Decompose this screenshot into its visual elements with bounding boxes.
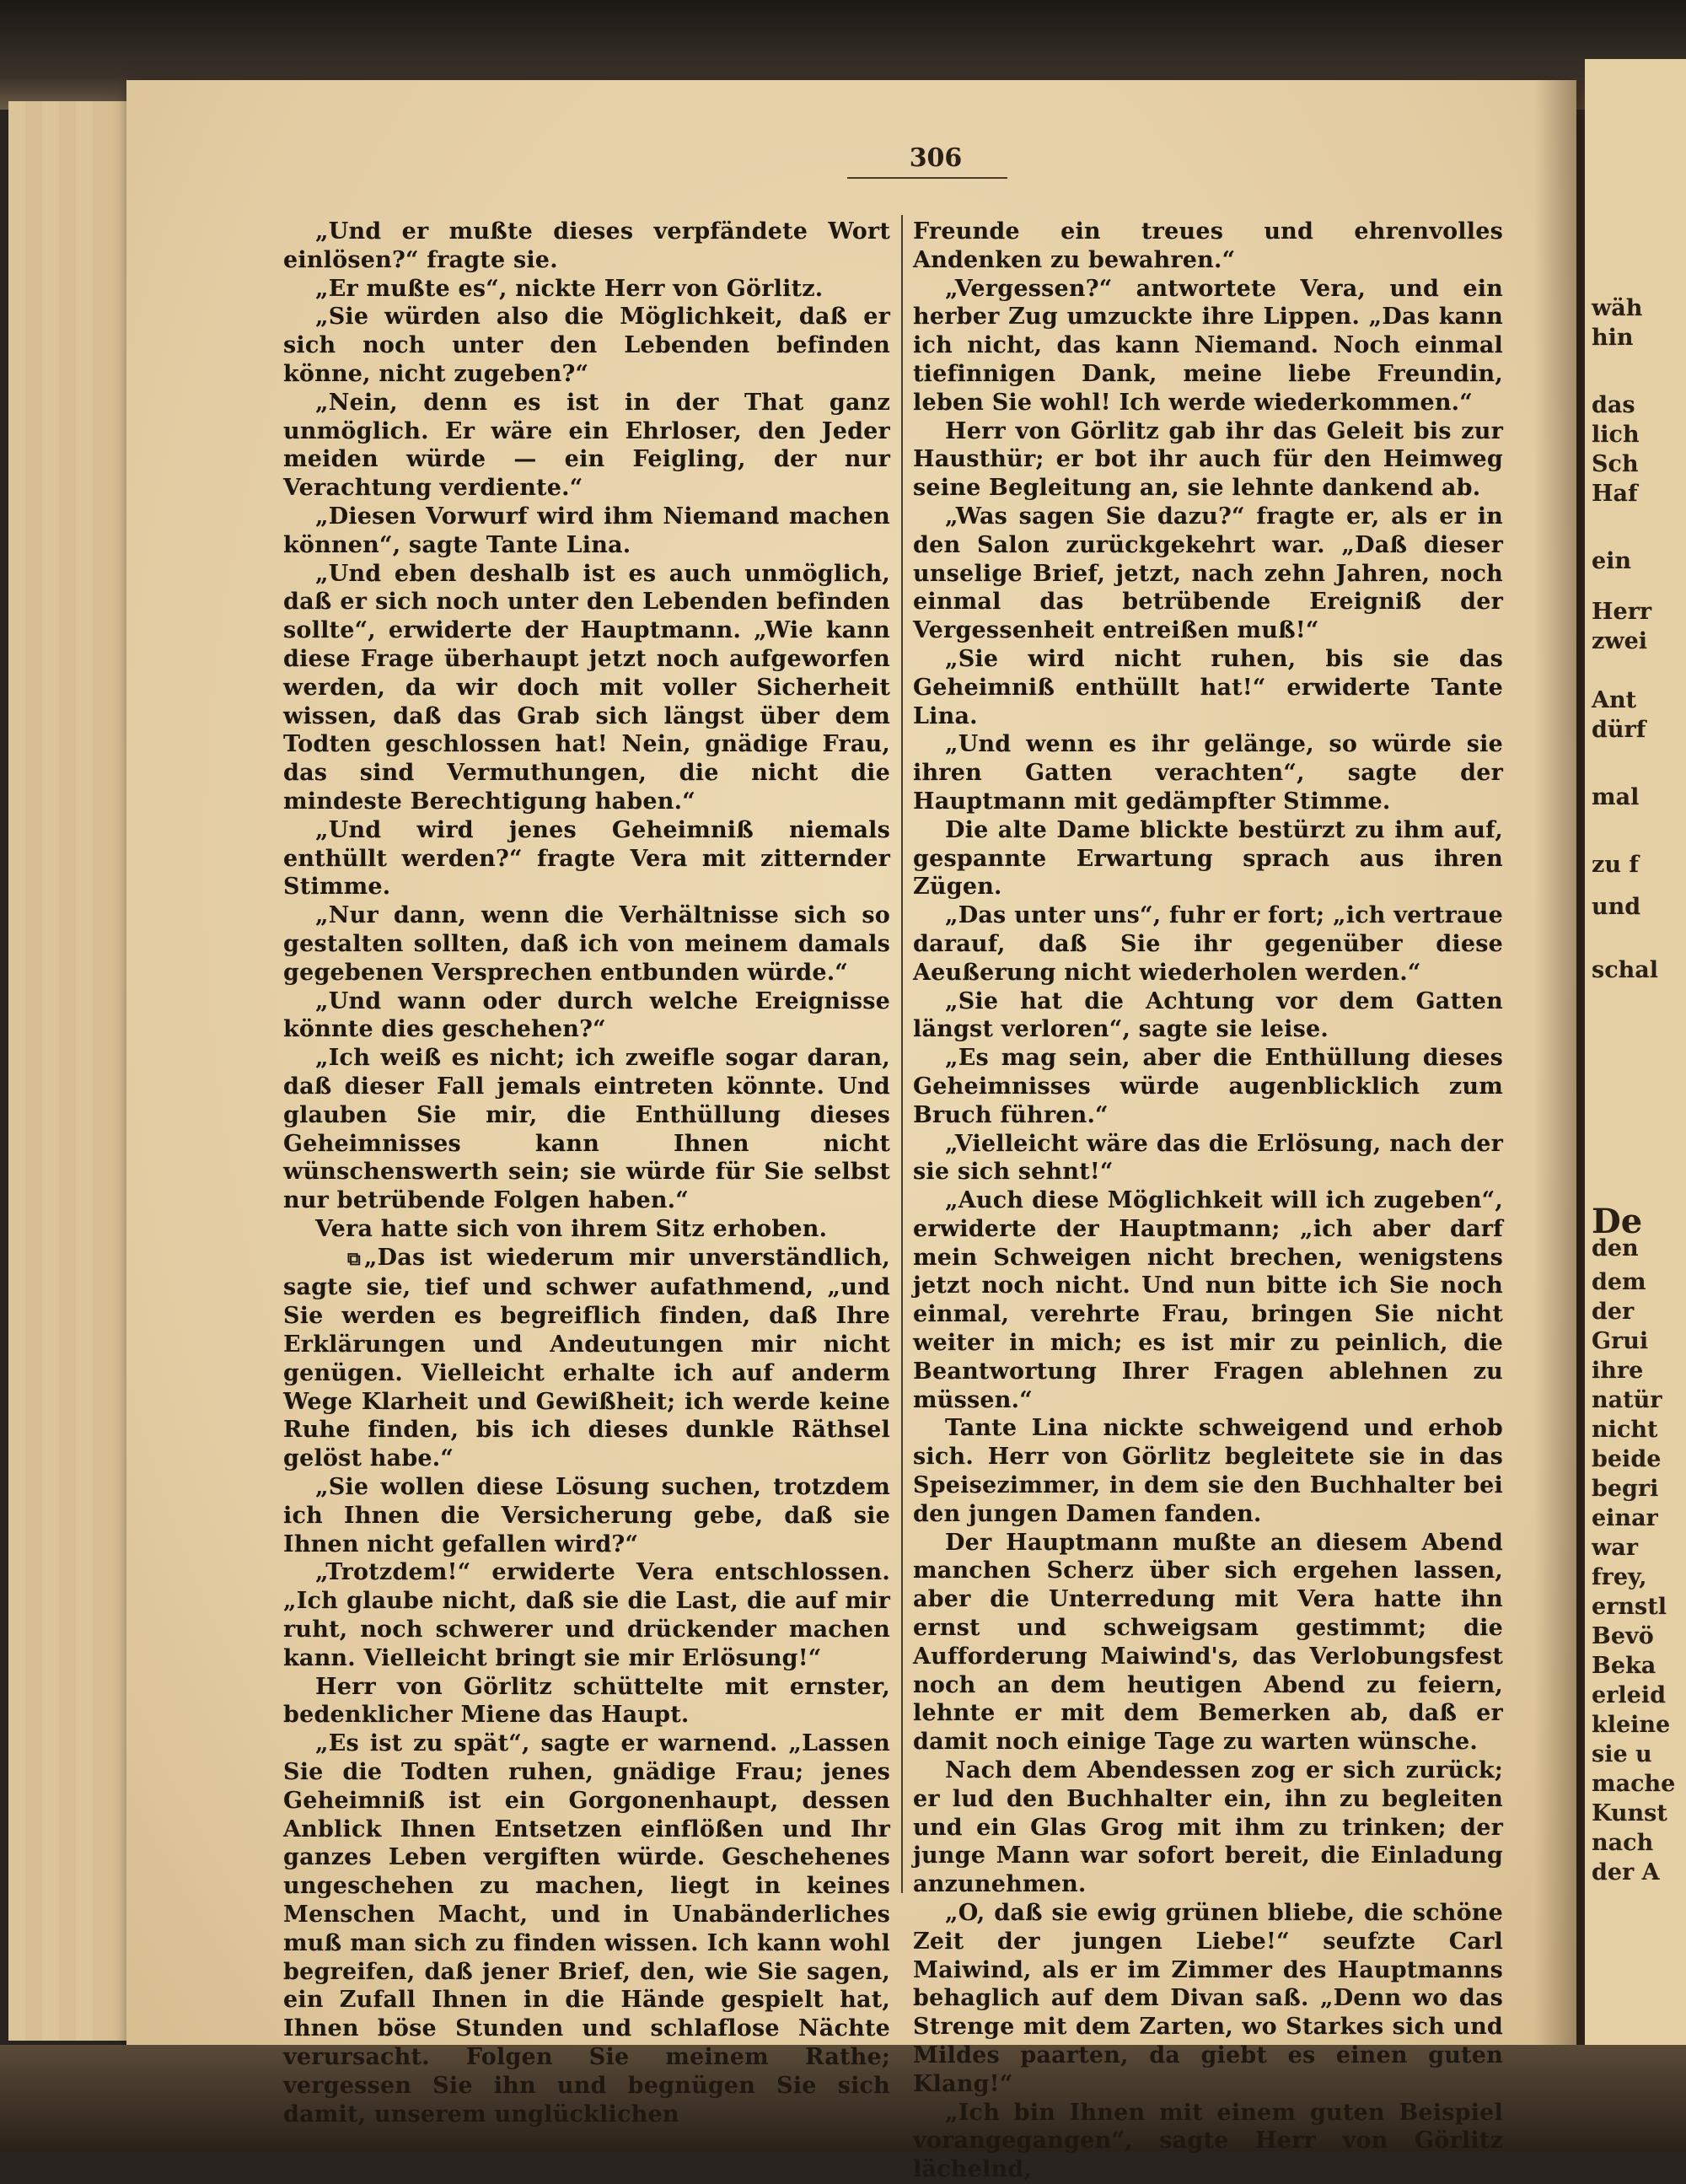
right-text-column — [913, 218, 1503, 2184]
paragraph-text: Die alte Dame blickte bestürzt zu ihm auf, gespannte Erwartung sprach aus ihren Zügen. — [913, 816, 1503, 901]
paragraph — [913, 1756, 1503, 1899]
paragraph-text: „Vergessen?“ antwortete Vera, und ein herber Zug umzuckte ihre Lippen. „Das kann ich nicht, das kann Niemand. Noch einmal tiefinnigen Dank, meine liebe Freundin, leben Sie wohl! Ich werde wiederkommen.“ — [913, 275, 1503, 416]
library-stamp-icon: ⧉ — [347, 1247, 361, 1270]
next-page-text-fragment: beide — [1592, 1446, 1662, 1472]
paragraph-text: „Und wann oder durch welche Ereignisse könnte dies geschehen?“ — [283, 987, 890, 1043]
page-number: 306 — [909, 143, 963, 173]
paragraph — [913, 1529, 1503, 1756]
next-page-text-fragment: ernstl — [1592, 1594, 1667, 1620]
next-page-text-fragment: und — [1592, 894, 1641, 920]
paragraph — [913, 1186, 1503, 1414]
paragraph-text: „Und wird jenes Geheimniß niemals enthüllt werden?“ fragte Vera mit zitternder Stimme. — [283, 816, 890, 901]
next-page-text-fragment: zwei — [1592, 628, 1648, 654]
paragraph — [283, 503, 890, 560]
left-text-column — [283, 218, 890, 2128]
next-page-text-fragment: erleid — [1592, 1682, 1666, 1708]
paragraph-text: Freunde ein treues und ehrenvolles Andenken zu bewahren.“ — [913, 218, 1503, 273]
paragraph-text: Herr von Görlitz gab ihr das Geleit bis zur Hausthür; er bot ihr auch für den Heimweg seine Begleitung an, sie lehnte dankend ab. — [913, 417, 1503, 502]
next-page-text-fragment: Kunst — [1592, 1800, 1667, 1826]
paragraph-text: Vera hatte sich von ihrem Sitz erhoben. — [315, 1215, 828, 1242]
next-page-text-fragment: Grui — [1592, 1328, 1649, 1354]
next-page-text-fragment: der — [1592, 1299, 1635, 1325]
paragraph — [283, 218, 890, 275]
next-page-text-fragment: De — [1592, 1202, 1643, 1241]
paragraph-text: „Was sagen Sie dazu?“ fragte er, als er in den Salon zurückgekehrt war. „Daß dieser unselige Brief, jetzt, nach zehn Jahren, noch einmal das betrübende Ereigniß der Vergessenheit entreißen muß!“ — [913, 503, 1503, 644]
page-number-rule — [847, 177, 1007, 179]
paragraph-text: „Sie wollen diese Lösung suchen, trotzdem ich Ihnen die Versicherung gebe, daß sie Ihnen nicht gefallen wird?“ — [283, 1474, 890, 1557]
paragraph — [913, 218, 1503, 275]
next-page-text-fragment: Ant — [1592, 687, 1637, 713]
next-page-text-fragment: schal — [1592, 957, 1659, 983]
paragraph — [913, 816, 1503, 901]
paragraph-text: „Es ist zu spät“, sagte er warnend. „Lassen Sie die Todten ruhen, gnädige Frau; jenes Geheimniß ist ein Gorgonenhaupt, dessen Anblick Ihnen Entsetzen einflößen und Ihr ganzes Leben vergiften würde. Geschehenes ungeschehen zu machen, liegt in keines Menschen Macht, und in Unabänderliches muß man sich zu finden wissen. Ich kann wohl begreifen, daß jener Brief, den, wie Sie sagen, ein Zufall Ihnen in die Hände gespielt hat, Ihnen böse Stunden und schlaflose Nächte verursacht. Folgen Sie meinem Rathe; vergessen Sie ihn und begnügen Sie sich damit, unserem unglücklichen — [283, 1730, 890, 2128]
gutter-shadow — [1534, 80, 1585, 2045]
next-page-text-fragment: war — [1592, 1535, 1638, 1561]
paragraph-text: Herr von Görlitz schüttelte mit ernster, bedenklicher Miene das Haupt. — [283, 1673, 890, 1729]
paragraph — [913, 1414, 1503, 1528]
paragraph-text: „Ich weiß es nicht; ich zweifle sogar daran, daß dieser Fall jemals eintreten könnte. Und glauben Sie mir, die Enthüllung dieses Geheimnisses kann Ihnen nicht wünschenswerth sein; sie würde für Sie selbst nur betrübende Folgen haben.“ — [283, 1045, 890, 1214]
next-page-text-fragment: zu f — [1592, 852, 1639, 878]
paragraph-text: „Er mußte es“, nickte Herr von Görlitz. — [315, 275, 824, 302]
paragraph-text: „Sie wird nicht ruhen, bis sie das Geheimniß enthüllt hat!“ erwiderte Tante Lina. — [913, 645, 1503, 729]
next-page-text-fragment: den — [1592, 1235, 1639, 1261]
next-page-text-fragment: dürf — [1592, 717, 1646, 743]
next-page-text-fragment: begri — [1592, 1476, 1659, 1502]
paragraph — [913, 275, 1503, 417]
next-page-text-fragment: mache — [1592, 1771, 1676, 1797]
paragraph — [283, 816, 890, 901]
paragraph — [913, 901, 1503, 987]
paragraph — [283, 1673, 890, 1730]
paragraph — [283, 1473, 890, 1558]
paragraph — [283, 901, 890, 987]
paragraph — [913, 987, 1503, 1045]
paragraph — [913, 730, 1503, 815]
paragraph-text: „Sie hat die Achtung vor dem Gatten längst verloren“, sagte sie leise. — [913, 987, 1503, 1043]
next-page-text-fragment: hin — [1592, 325, 1634, 351]
paragraph-text: Nach dem Abendessen zog er sich zurück; er lud den Buchhalter ein, ihn zu begleiten und ein Glas Grog mit ihm zu trinken; der junge Mann war sofort bereit, die Einladung anzunehmen. — [913, 1757, 1503, 1898]
paragraph — [283, 1215, 890, 1244]
paragraph-text: „Das unter uns“, fuhr er fort; „ich vertraue darauf, daß Sie ihr gegenüber diese Aeußerung nicht wiederholen werden.“ — [913, 902, 1503, 986]
paragraph-text: „O, daß sie ewig grünen bliebe, die schöne Zeit der jungen Liebe!“ seufzte Carl Maiwind, als er im Zimmer des Hauptmanns behaglich auf dem Divan saß. „Denn wo das Strenge mit dem Zarten, wo Starkes sich und Mildes paarten, da giebt es einen guten Klang!“ — [913, 1900, 1503, 2097]
next-page-text-fragment: einar — [1592, 1505, 1658, 1531]
next-page-text-fragment: Herr — [1592, 599, 1652, 625]
next-page-text-fragment: Sch — [1592, 451, 1639, 477]
next-page-text-fragment: nach — [1592, 1830, 1654, 1856]
paragraph — [283, 303, 890, 388]
paragraph-text: „Nein, denn es ist in der That ganz unmöglich. Er wäre ein Ehrloser, den Jeder meiden würde — ein Feigling, der nur Verachtung verdiente.“ — [283, 389, 890, 502]
paragraph-text: „Es mag sein, aber die Enthüllung dieses Geheimnisses würde augenblicklich zum Bruch führen.“ — [913, 1045, 1503, 1128]
paragraph — [283, 987, 890, 1045]
paragraph — [283, 1729, 890, 2128]
next-page-text-fragment: lich — [1592, 422, 1640, 448]
next-page-text-fragment: nicht — [1592, 1417, 1658, 1443]
paragraph — [913, 1044, 1503, 1129]
column-divider — [901, 215, 903, 1893]
paragraph-text: Der Hauptmann mußte an diesem Abend manchen Scherz über sich ergehen lassen, aber die Unterredung mit Vera hatte ihn ernst und schweigsam gestimmt; die Aufforderung Maiwind's, das Verlobungsfest noch an dem heutigen Abend zu feiern, lehnte er mit dem Bemerken ab, daß er damit noch einige Tage zu warten wünsche. — [913, 1529, 1503, 1756]
next-page-text-fragment: wäh — [1592, 295, 1643, 321]
paragraph — [913, 2099, 1503, 2184]
paragraph — [283, 560, 890, 816]
next-page-text-fragment: Bevö — [1592, 1623, 1654, 1649]
paragraph-text: „Sie würden also die Möglichkeit, daß er sich noch unter den Lebenden befinden könne, nicht zugeben?“ — [283, 304, 890, 387]
paragraph — [913, 417, 1503, 503]
paragraph-text: „Das ist wiederum mir unverständlich, sagte sie, tief und schwer aufathmend, „und Sie werden es begreiflich finden, daß Ihre Erklärungen und Andeutungen mir nicht genügen. Vielleicht erhalte ich auf anderm Wege Klarheit und Gewißheit; ich werde keine Ruhe finden, bis ich dieses dunkle Räthsel gelöst habe.“ — [283, 1244, 890, 1472]
paragraph-text: „Ich bin Ihnen mit einem guten Beispiel vorangegangen“, sagte Herr von Görlitz lächelnd, — [913, 2099, 1503, 2183]
next-page-text-fragment: Beka — [1592, 1653, 1656, 1679]
paragraph — [913, 645, 1503, 730]
paragraph-text: „Trotzdem!“ erwiderte Vera entschlossen. „Ich glaube nicht, daß sie die Last, die auf mir ruht, noch schwerer und drückender machen kann. Vielleicht bringt sie mir Erlösung!“ — [283, 1559, 890, 1671]
paragraph-text: Tante Lina nickte schweigend und erhob sich. Herr von Görlitz begleitete sie in das Speisezimmer, in dem sie den Buchhalter bei den jungen Damen fanden. — [913, 1415, 1503, 1527]
paragraph — [283, 389, 890, 503]
next-page-text-fragment: natür — [1592, 1387, 1662, 1413]
next-page-text-fragment: mal — [1592, 784, 1640, 810]
paragraph-text: „Und er mußte dieses verpfändete Wort einlösen?“ fragte sie. — [283, 218, 890, 273]
paragraph-text: „Und eben deshalb ist es auch unmöglich, daß er sich noch unter den Lebenden befinden sollte“, erwiderte der Hauptmann. „Wie kann diese Frage überhaupt jetzt noch aufgeworfen werden, da wir doch mit voller Sicherheit wissen, daß das Grab sich längst über dem Todten geschlossen hat! Nein, gnädige Frau, das sind Vermuthungen, die nicht die mindeste Berechtigung haben.“ — [283, 560, 890, 815]
next-page-text-fragment: ein — [1592, 548, 1632, 574]
next-page-text-fragment: das — [1592, 392, 1635, 418]
next-page-text-fragment: der A — [1592, 1859, 1660, 1885]
paragraph — [913, 503, 1503, 645]
paragraph-text: „Vielleicht wäre das die Erlösung, nach der sie sich sehnt!“ — [913, 1130, 1503, 1186]
next-page-text-fragment: Haf — [1592, 481, 1638, 507]
paragraph — [283, 1244, 890, 1473]
next-page-text-fragment: kleine — [1592, 1712, 1671, 1738]
next-page-text-fragment: ihre — [1592, 1358, 1644, 1384]
paragraph-text: „Auch diese Möglichkeit will ich zugeben“, erwiderte der Hauptmann; „ich aber darf mein Schweigen nicht brechen, wenigstens jetzt noch nicht. Und nun bitte ich Sie noch einmal, verehrte Frau, bringen Sie nicht weiter in mich; es ist mir zu peinlich, die Beantwortung Ihrer Fragen ablehnen zu müssen.“ — [913, 1187, 1503, 1413]
next-page-text-fragment: frey, — [1592, 1564, 1647, 1590]
paragraph — [913, 1130, 1503, 1187]
paragraph-text: „Und wenn es ihr gelänge, so würde sie ihren Gatten verachten“, sagte der Hauptmann mit gedämpfter Stimme. — [913, 731, 1503, 815]
paragraph — [283, 1044, 890, 1215]
next-page-text-fragment: dem — [1592, 1269, 1646, 1295]
paragraph — [283, 1558, 890, 1672]
next-page-edge — [1585, 59, 1686, 2066]
paragraph — [913, 1899, 1503, 2099]
paragraph — [283, 275, 890, 304]
paragraph-text: „Nur dann, wenn die Verhältnisse sich so gestalten sollten, daß ich von meinem damals gegebenen Versprechen entbunden würde.“ — [283, 902, 890, 986]
next-page-text-fragment: sie u — [1592, 1741, 1652, 1767]
paragraph-text: „Diesen Vorwurf wird ihm Niemand machen können“, sagte Tante Lina. — [283, 503, 890, 558]
